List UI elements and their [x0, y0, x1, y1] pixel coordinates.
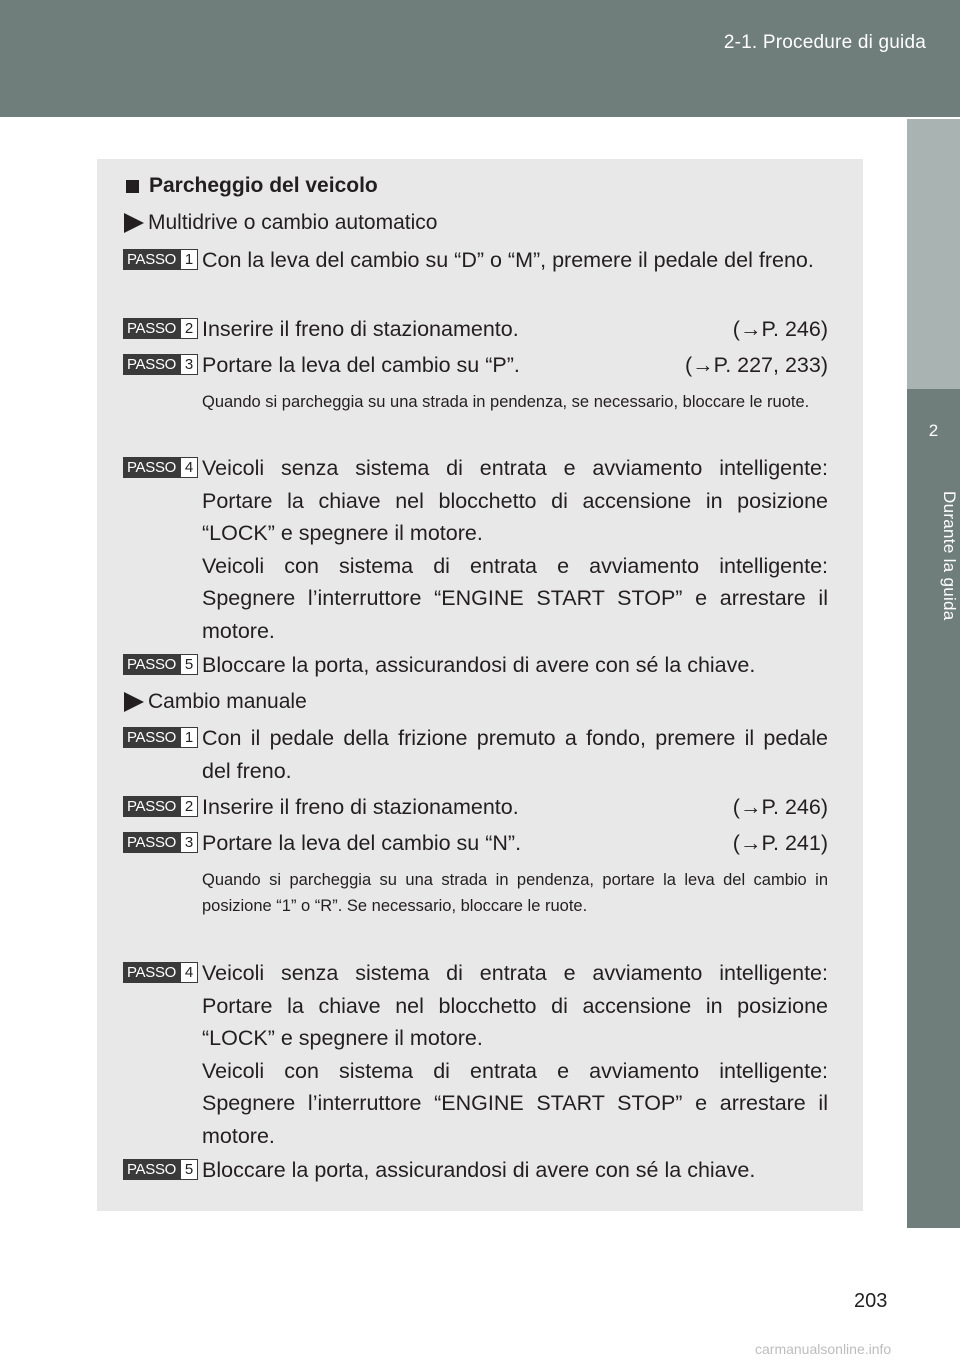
step-text: Con la leva del cambio su “D” o “M”, premere il pedale del freno. [202, 248, 814, 272]
step [123, 452, 828, 647]
chapter-title: 2-1. Procedure di guida [723, 32, 926, 53]
step [123, 649, 828, 682]
step [123, 1154, 828, 1187]
step-text: Portare la leva del cambio su “N”. [202, 831, 522, 855]
chapter-side-tab [907, 119, 960, 1228]
step-badge: PASSO 5 [123, 1159, 198, 1180]
step [123, 349, 828, 382]
step-text: Veicoli con sistema di entrata e avviamento intelligente: Spegnere l’interruttore “ENGINE START STOP” e arrestare il motore. [202, 1058, 828, 1148]
subsection-title: Cambio manuale [124, 690, 307, 714]
step-text: Veicoli con sistema di entrata e avviamento intelligente: Spegnere l’interruttore “ENGINE START STOP” e arrestare il motore. [202, 553, 828, 643]
step-badge: PASSO 4 [123, 962, 198, 983]
step-note: Quando si parcheggia su una strada in pendenza, se necessario, bloccare le ruote. [202, 393, 810, 411]
step-badge: PASSO 3 [123, 832, 198, 853]
step [123, 957, 828, 1152]
step-badge: PASSO 1 [123, 249, 198, 270]
step [123, 313, 828, 346]
step-note: Quando si parcheggia su una strada in pendenza, portare la leva del cambio in posizione “1” o “R”. Se necessario, bloccare le ruote. [202, 871, 828, 915]
step-badge: PASSO 4 [123, 457, 198, 478]
step-text: Veicoli senza sistema di entrata e avviamento intelligente: Portare la chiave nel blocchetto di accensione in posizione “LOCK” e spegnere il motore. [202, 961, 828, 1050]
triangle-bullet-icon [124, 692, 144, 712]
page-header [0, 0, 960, 117]
step-badge: PASSO 2 [123, 318, 198, 339]
page-reference-link[interactable]: (→P. 227, 233) [684, 353, 828, 377]
step-badge: PASSO 1 [123, 727, 198, 748]
step-text: Portare la leva del cambio su “P”. [202, 353, 520, 377]
subsection-title: Multidrive o cambio automatico [124, 211, 437, 235]
page-reference-link[interactable]: (→P. 246) [732, 317, 828, 341]
chapter-number: 2 [928, 421, 939, 440]
step [123, 244, 828, 277]
watermark: carmanualsonline.info [755, 1341, 892, 1357]
page-number: 203 [854, 1290, 888, 1312]
step [123, 827, 828, 860]
step-text: Bloccare la porta, assicurandosi di avere con sé la chiave. [202, 1158, 756, 1182]
step [123, 791, 828, 824]
step-text: Bloccare la porta, assicurandosi di avere con sé la chiave. [202, 653, 756, 677]
step-text: Con il pedale della frizione premuto a fondo, premere il pedale del freno. [202, 726, 828, 783]
page-reference-link[interactable]: (→P. 246) [732, 795, 828, 819]
step-text: Inserire il freno di stazionamento. [202, 795, 519, 819]
square-bullet-icon [126, 180, 139, 193]
section-title: Parcheggio del veicolo [126, 174, 378, 198]
step-badge: PASSO 5 [123, 654, 198, 675]
step-badge: PASSO 3 [123, 354, 198, 375]
side-tab-highlight [907, 119, 960, 389]
step-text: Veicoli senza sistema di entrata e avviamento intelligente: Portare la chiave nel blocchetto di accensione in posizione “LOCK” e spegnere il motore. [202, 456, 828, 545]
step-badge: PASSO 2 [123, 796, 198, 817]
triangle-bullet-icon [124, 213, 144, 233]
step [123, 722, 828, 787]
page-reference-link[interactable]: (→P. 241) [732, 831, 828, 855]
step-text: Inserire il freno di stazionamento. [202, 317, 519, 341]
chapter-label: Durante la guida [940, 491, 959, 621]
